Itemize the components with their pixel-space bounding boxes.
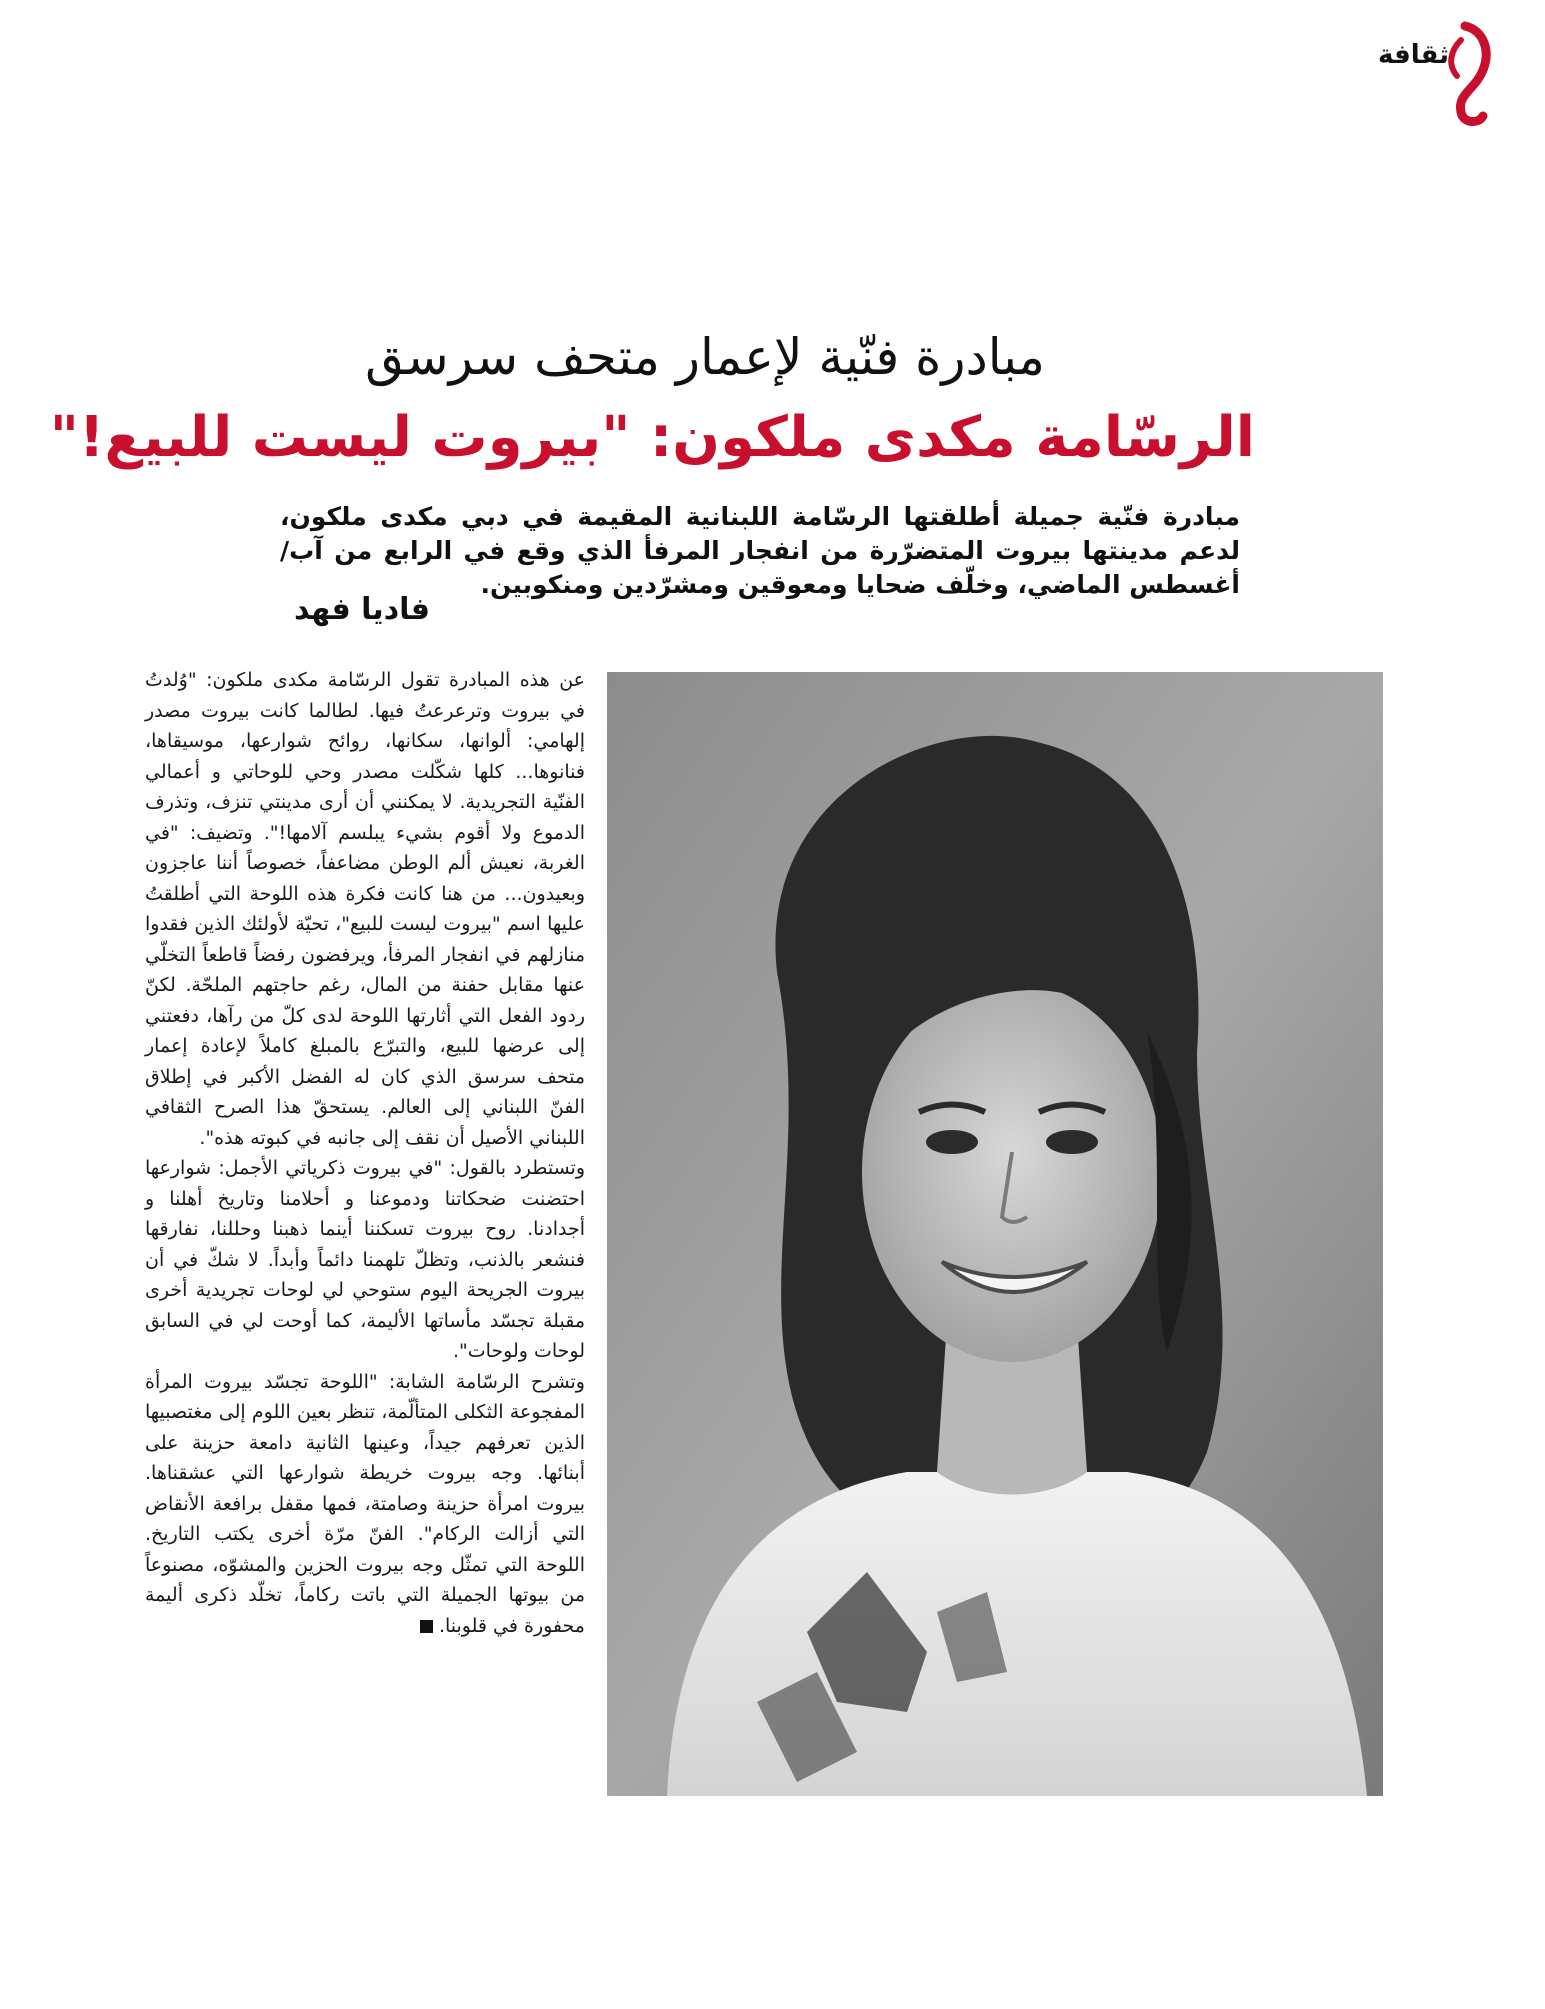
body-paragraph-text: وتشرح الرسّامة الشابة: "اللوحة تجسّد بيروت المرأة المفجوعة الثكلى المتألّمة، تنظر بعين اللوم إلى مغتصبيها الذين تعرفهم جيداً، وعينها الثانية دامعة حزينة على أبنائها. وجه بيروت خريطة شوارعها التي عشقناها. بيروت امرأة حزينة وصامتة، فمها مقفل برافعة الأنقاض التي أزالت الركام". الفنّ مرّة أخرى يكتب التاريخ. اللوحة التي تمثّل وجه بيروت الحزين والمشوّه، مصنوعاً من بيوتها الجميلة التي باتت ركاماً، تخلّد ذكرى أليمة محفورة في قلوبنا.: [145, 1370, 585, 1637]
body-paragraph: عن هذه المبادرة تقول الرسّامة مكدى ملكون: "وُلدتُ في بيروت وترعرعتُ فيها. لطالما كانت بيروت مصدر إلهامي: ألوانها، سكانها، روائح شوارعها، موسيقاها، فنانوها... كلها شكّلت مصدر وحي للوحاتي و أعمالي الفنّية التجريدية. لا يمكنني أن أرى مدينتي تنزف، وتذرف الدموع ولا أقوم بشيء يبلسم آلامها!". وتضيف: "في الغربة، نعيش ألم الوطن مضاعفاً، خصوصاً أننا عاجزون وبعيدون... من هنا كانت فكرة هذه اللوحة التي أطلقتُ عليها اسم "بيروت ليست للبيع"، تحيّة لأولئك الذين فقدوا منازلهم في انفجار المرفأ، ويرفضون رفضاً قاطعاً التخلّي عنها مقابل حفنة من المال، رغم حاجتهم الملحّة. لكنّ ردود الفعل التي أثارتها اللوحة لدى كلّ من رآها، دفعتني إلى عرضها للبيع، والتبرّع بالمبلغ كاملاً لإعادة إعمار متحف سرسق الذي كان له الفضل الأكبر في إطلاق الفنّ اللبناني إلى العالم. يستحقّ هذا الصرح الثقافي اللبناني الأصيل أن نقف إلى جانبه في كبوته هذه".: [145, 669, 585, 1149]
body-paragraph: وتستطرد بالقول: "في بيروت ذكرياتي الأجمل: شوارعها احتضنت ضحكاتنا ودموعنا و أحلامنا وتاريخ أهلنا و أجدادنا. روح بيروت تسكننا أينما ذهبنا وحللنا، نفارقها فنشعر بالذنب، وتظلّ تلهمنا دائماً وأبداً. لا شكّ في أن بيروت الجريحة اليوم ستوحي لي لوحات تجريدية أخرى مقبلة تجسّد مأساتها الأليمة، كما أوحت لي في السابق لوحات ولوحات".: [145, 1157, 585, 1362]
article-byline: فاديا فهد: [293, 592, 430, 627]
article-body: [145, 665, 585, 1641]
section-tag: [1377, 20, 1497, 130]
portrait-illustration: [607, 672, 1383, 1796]
section-label: ثقافة: [1377, 40, 1449, 70]
body-paragraph: [145, 1367, 585, 1642]
article-headline: الرسّامة مكدى ملكون: "بيروت ليست للبيع!": [49, 405, 1255, 470]
article-lede: مبادرة فنّية جميلة أطلقتها الرسّامة اللبنانية المقيمة في دبي مكدى ملكون، لدعم مدينتها بيروت المتضرّرة من انفجار المرفأ الذي وقع في الرابع من آب/ أغسطس الماضي، وخلّف ضحايا ومعوقين ومشرّدين ومنكوبين.: [280, 502, 1240, 599]
section-logo-mark: [1387, 20, 1497, 130]
article-kicker: مبادرة فنّية لإعمار متحف سرسق: [365, 328, 1045, 386]
artist-portrait-photo: [607, 672, 1383, 1796]
end-of-article-mark: [420, 1620, 433, 1633]
